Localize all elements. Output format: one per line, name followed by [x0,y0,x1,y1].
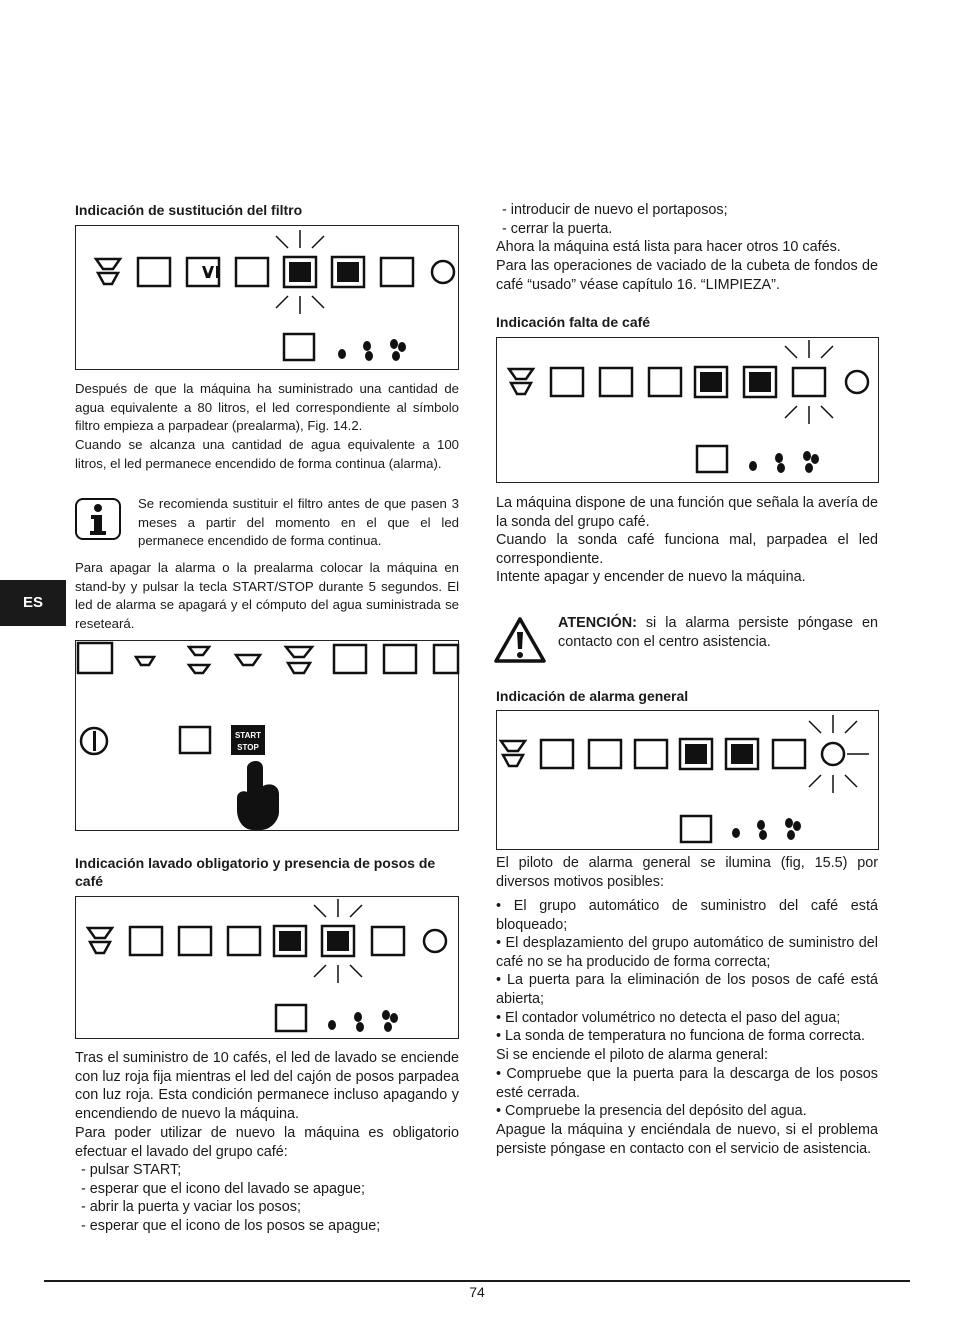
warning-label: ATENCIÓN: [558,615,637,631]
heading-general-alarm: Indicación de alarma general [496,688,689,704]
list-item: - esperar que el icono del lavado se apague; [81,1180,366,1197]
water-icon [334,645,366,673]
list-item: • El desplazamiento del grupo automático de suministro del café no se ha producido de forma correcta; [496,935,878,970]
rinse-icon [179,927,211,955]
control-panel-coffee-figure [496,337,879,483]
washing-paragraph-2: Para poder utilizar de nuevo la máquina es obligatorio efectuar el lavado del grupo café: [75,1125,459,1160]
info-icon [74,497,122,541]
list-item: • La sonda de temperatura no funciona de forma correcta. [496,1028,866,1045]
filter-led-grid [289,262,311,282]
general-alarm-panel-drawing [497,711,880,851]
bean-3-icon [390,339,398,349]
heading-coffee-missing: Indicación falta de café [496,314,651,330]
water-icon [130,927,162,955]
bean-3-icon [785,818,793,828]
water-glyph [202,266,220,278]
alarm-action-intro: Si se enciende el piloto de alarma general: [496,1047,768,1063]
list-item: - cerrar la puerta. [502,220,613,237]
probe-paragraph-2: Cuando la sonda café funciona mal, parpadea el led correspondiente. [496,532,878,567]
aroma-icon [681,816,711,842]
small-cup-icon [136,657,154,665]
list-item: • El contador volumétrico no detecta el paso del agua; [496,1009,841,1026]
grounds-led-grid [749,372,771,392]
filter-paragraph-2: Cuando se alcanza una cantidad de agua equivalente a 100 litros, el led permanece encendido de forma continua (alarma). [75,437,459,471]
bean-3-icon [803,451,811,461]
water-tank-icon [434,645,458,673]
filter-paragraph-1: Después de que la máquina ha suministrado una cantidad de agua equivalente a 80 litros, el led correspondiente al símbolo filtro empieza a parpadear (prealarma), Fig. 14.2. [75,381,459,434]
alarm-checks-list [496,1065,878,1121]
filter-led-grid [685,744,707,764]
aroma-icon [276,1005,306,1031]
washing-steps-list [81,1161,459,1235]
bean-1-icon [328,1020,336,1030]
control-panel-reset-figure [75,640,459,831]
coffee-selection-icon [180,727,210,753]
control-panel-filter-figure [75,225,459,370]
footer-rule [44,1280,910,1282]
general-alarm-icon [846,371,868,393]
general-alarm-intro: El piloto de alarma general se ilumina (fig, 15.5) por diversos motivos posibles: [496,855,878,890]
steam-icon [78,643,112,673]
bean-1-icon [732,828,740,838]
bean-1-icon [749,461,757,471]
rinse-icon [600,368,632,396]
start-label: START [234,731,262,740]
coffee-panel-drawing [497,338,880,484]
water-tank-icon [635,740,667,768]
bean-1-icon [338,349,346,359]
stop-label: STOP [237,743,259,752]
probe-paragraph-1: La máquina dispone de una función que señala la avería de la sonda del grupo café. [496,495,878,530]
water-icon [138,258,170,286]
probe-paragraph-3: Intente apagar y encender de nuevo la máquina. [496,569,806,585]
alarm-causes-list [496,897,878,1046]
control-panel-alarm-figure [496,710,879,850]
control-panel-washing-figure [75,896,459,1039]
general-alarm-icon [432,261,454,283]
coffee-bean-icon [773,740,805,768]
cup-icon [509,369,533,394]
filter-led-grid [279,931,301,951]
rinse-icon [187,258,219,286]
list-item: - introducir de nuevo el portaposos; [502,202,728,218]
reset-panel-drawing [76,641,460,832]
alarm-final-paragraph: Apague la máquina y enciéndala de nuevo, si el problema persiste póngase en contacto con el servicio de asistencia. [496,1122,878,1157]
reset-alarm-paragraph: Para apagar la alarma o la prealarma colocar la máquina en stand-by y pulsar la tecla START/STOP durante 5 segundos. El led de alarma se apagará y el cómputo del agua suministrada se reseteará. [75,560,459,631]
bean-2-icon [757,820,765,830]
double-large-cup-icon [286,647,312,673]
coffee-bean-icon [793,368,825,396]
bean-3-icon [382,1010,390,1020]
washing-paragraph-1: Tras el suministro de 10 cafés, el led de lavado se enciende con luz roja fija mientras el led del cajón de posos parpadea con luz roja. Esta condición permanece incluso apagando y encendiendo de nuevo la máquina. [75,1050,459,1122]
water-tank-icon [228,927,260,955]
bean-2-icon [354,1012,362,1022]
bean-2-icon [775,453,783,463]
grounds-led-grid [327,931,349,951]
grounds-led-grid [731,744,753,764]
rinse-icon [589,740,621,768]
page-number: 74 [469,1284,485,1300]
list-item: • La puerta para la eliminación de los posos de café está abierta; [496,972,878,1007]
info-note-text: Se recomienda sustituir el filtro antes de que pasen 3 meses a partir del momento en el que el led permanece encendido de forma continua. [138,496,459,549]
water-icon [541,740,573,768]
water-tank-icon [236,258,268,286]
general-alarm-icon [822,743,844,765]
filter-led-grid [700,372,722,392]
water-tank-icon [649,368,681,396]
washing-panel-drawing [76,897,460,1040]
list-item: • Compruebe la presencia del depósito del agua. [496,1103,807,1120]
rinse-icon [384,645,416,673]
filter-alarm-panel-drawing [76,226,460,371]
water-icon [551,368,583,396]
ready-paragraph: Ahora la máquina está lista para hacer otros 10 cafés. [496,239,841,255]
coffee-bean-icon [372,927,404,955]
blink-rays-icon [809,715,869,793]
cleaning-reference-paragraph: Para las operaciones de vaciado de la cubeta de fondos de café “usado” véase capítulo 16. “LIMPIEZA”. [496,258,878,293]
aroma-icon [284,334,314,360]
finger-press-icon [237,761,279,830]
list-item: • Compruebe que la puerta para la descarga de los posos esté cerrada. [496,1066,878,1101]
heading-mandatory-washing: Indicación lavado obligatorio y presencia de posos de café [75,855,436,889]
heading-filter-replacement: Indicación de sustitución del filtro [75,202,303,218]
continued-steps-list [502,201,878,238]
list-item: - esperar que el icono de los posos se apague; [81,1217,381,1234]
warning-text [558,614,878,651]
coffee-bean-icon [381,258,413,286]
grounds-led-grid [337,262,359,282]
list-item: • El grupo automático de suministro del café está bloqueado; [496,898,878,933]
cup-icon [501,741,525,766]
large-cup-icon [236,655,260,665]
warning-icon [494,616,546,664]
list-item: - abrir la puerta y vaciar los posos; [81,1199,301,1216]
cup-icon [96,259,120,284]
cup-icon [88,928,112,953]
language-tab: ES [0,580,66,626]
general-alarm-icon [424,930,446,952]
double-cup-icon [189,647,209,673]
warning-body: si la alarma persiste póngase en contacto con el centro asistencia. [558,615,878,650]
bean-2-icon [363,341,371,351]
aroma-icon [697,446,727,472]
list-item: - pulsar START; [81,1162,182,1178]
